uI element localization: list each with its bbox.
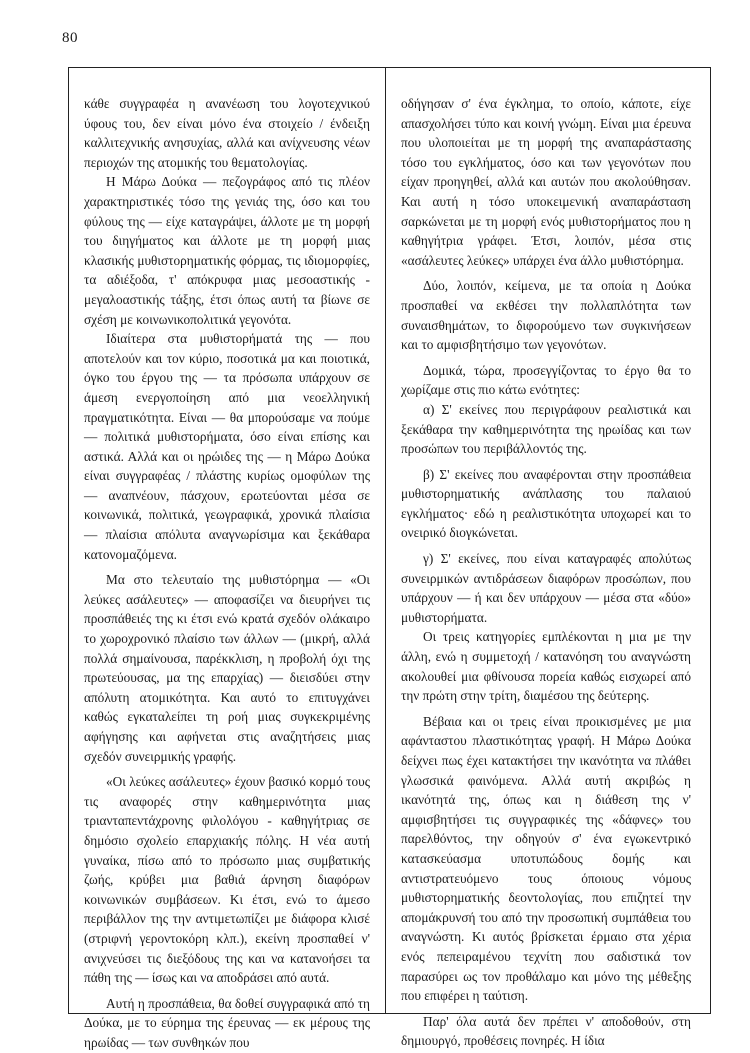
paragraph: οδήγησαν σ' ένα έγκλημα, το οποίο, κάποτε, είχε απασχολήσει τύπο και κοινή γνώμη. Είναι μια έρευνα που υλοποιείται με τη μορφή της αναπαράστασης τόσο του εγκλήματος, όσο και των γεγονότων που είχαν προηγηθεί, αλλά και αυτών που ακολούθησαν. Και αυτή η τόσο υποκειμενική αναπαράσταση σαρκώνεται με τη μορφή ενός μυθιστορήματος που η καθηγήτρια γράφει. Έτσι, λοιπόν, μέσα στις «ασάλευτες λεύκες» υπάρχει ένα άλλο μυθιστόρημα.: [401, 96, 691, 268]
paragraph: Η Μάρω Δούκα — πεζογράφος από τις πλέον χαρακτηριστικές τόσο της γενιάς της, όσο και του φύλους της — είχε καταγράψει, άλλοτε με τη μορφή του διηγήματος και άλλοτε με τη μορφή μιας κλασικής μυθιστορηματικής φόρμας, τις ιδιομορφίες, τα αδιέξοδα, τ' απόκρυφα μιας μεσοαστικής - μεγαλοαστικής τάξης, έτσι όπως αυτή τα βίωνε σε σχέση με κοινωνικοπολιτικά γεγονότα.: [84, 174, 370, 327]
paragraph: Αυτή η προσπάθεια, θα δοθεί συγγραφικά από τη Δούκα, με το εύρημα της έρευνας — εκ μέρους της ηρωίδας — των συνθηκών που: [84, 995, 370, 1050]
paragraph: Βέβαια και οι τρεις είναι προικισμένες με μια αφάνταστου πλαστικότητας γραφή. Η Μάρω Δούκα δείχνει πως έχει κατακτήσει την ικανότητα να πλάθει γλωσσικά φαινόμενα. Αλλά αυτή ακριβώς η ικανότητά της, όπως και η διάθεση της ν' αμφισβητήσει τις συγγραφικές της «δάφνες» του παρελθόντος, την οδηγούν σ' ένα εγωκεντρικό κατασκεύασμα υποτυπώδους δομής και αντιστρατευόμενο τους όποιους νόμους μυθιστορηματικής δεοντολογίας, που επιζητεί την απομάκρυνσή του από την προσωπική συμπάθεια του αναγνώστη. Κι αυτός βρίσκεται έρμαιο στα χέρια ενός πεπειραμένου τεχνίτη που σαδιστικά τον παρασύρει ως τον προθάλαμο και μόνο της μέθεξης που επιφέρει η ταύτιση.: [401, 713, 691, 1004]
paragraph: Μα στο τελευταίο της μυθιστόρημα — «Οι λεύκες ασάλευτες» — αποφασίζει να διευρήνει τις προσπάθειές της κι έτσι ενώ κρατά σχεδόν ολάκαιρο το χωροχρονικό πλαίσιο των άλλων — (μικρή, αλλά πολλά σημαίνουσα, παρέκκλιση, η προβολή όχι της πρωτεύουσας, μα της επαρχίας) — διεισδύει στην απόλυτη ατομικότητα. Και αυτό το επιτυγχάνει καθώς εγκαταλείπει τη ροή μιας συγκεκριμένης αφήγησης και αφήνεται στις αναζητήσεις μιας σχεδόν συνειρμικής γραφής.: [84, 572, 370, 764]
paragraph: γ) Σ' εκείνες, που είναι καταγραφές απολύτως συνειρμικών αντιδράσεων διαφόρων προσώπων, που υπάρχουν — ή και δεν υπάρχουν — μέσα στα «δύο» μυθιστορήματα.: [401, 551, 691, 625]
paragraph: κάθε συγγραφέα η ανανέωση του λογοτεχνικού ύφους του, δεν είναι μόνο ένα στοιχείο / ένδειξη καλλιτεχνικής ανησυχίας, αλλά και ανίχνευσης νέων περιοχών της ατομικής του θεματολογίας.: [84, 96, 370, 170]
paragraph: Οι τρεις κατηγορίες εμπλέκονται η μια με την άλλη, ενώ η συμμετοχή / κατανόηση του αναγνώστη ακολουθεί μια φθίνουσα πορεία καθώς εισχωρεί από την πρώτη στην τρίτη, διαμέσου της δεύτερης.: [401, 629, 691, 704]
paragraph: α) Σ' εκείνες που περιγράφουν ρεαλιστικά και ξεκάθαρα την καθημερινότητα της ηρωίδας και των προσώπων του περιβάλλοντός της.: [401, 401, 691, 457]
paragraph: Δομικά, τώρα, προσεγγίζοντας το έργο θα το χωρίζαμε στις πιο κάτω ενότητες:: [401, 362, 691, 398]
paragraph: «Οι λεύκες ασάλευτες» έχουν βασικό κορμό τους τις αναφορές στην καθημερινότητα μιας τριανταπεντάχρονης φιλολόγου - καθηγήτριας σε δημόσιο σχολείο επαρχιακής πόλης. Η νέα αυτή γυναίκα, πίσω από το πρόσωπο μιας συμβατικής ζωής, κρύβει μια βαθιά άρνηση διαφόρων κοινωνικών συμβάσεων. Κι έτσι, ενώ το άμεσο περιβάλλον της την αντιμετωπίζει με διάφορα κλισέ (στριφνή γεροντοκόρη κλπ.), εκείνη προσπαθεί ν' ανιχνεύσει τις διεξόδους της και να κατανοήσει τα πάθη της — ίσως και να αποδράσει από αυτά.: [84, 774, 370, 986]
paragraph: Δύο, λοιπόν, κείμενα, με τα οποία η Δούκα προσπαθεί να εκθέσει την πολλαπλότητα των συναισθημάτων, το διφορούμενο των συγκινήσεων και το αμφισβητήσιμο των γεγονότων.: [401, 278, 691, 353]
column-divider: [385, 67, 386, 1014]
paragraph: Ιδιαίτερα στα μυθιστορήματά της — που αποτελούν και τον κύριο, ποσοτικά μα και ποιοτικά, όγκο του έργου της — τα πρόσωπα υπάρχουν σε άμεση ενεργοποίηση από μια νεοελληνική πραγματικότητα. Είναι — θα μπορούσαμε να πούμε — πολιτικά μυθιστορήματα, όσο είναι επίσης και αστικά. Αλλά και οι ηρώιδες της — η Μάρω Δούκα είναι συγγραφέας / πλάστης κυρίως ομοφύλων της — αναπνέουν, πάσχουν, ερωτεύονται μέσα σε κοινωνικά, πολιτικά, γεωγραφικά, χρονικά πλαίσια — πλαίσια απόλυτα αναγνωρίσιμα και ξεκάθαρα κατονομαζόμενα.: [84, 331, 370, 562]
page-number: 80: [62, 30, 78, 46]
right-column: [401, 94, 691, 1051]
paragraph: Παρ' όλα αυτά δεν πρέπει ν' αποδοθούν, στη δημιουργό, προθέσεις πονηρές. Η ίδια: [401, 1013, 691, 1049]
paragraph: β) Σ' εκείνες που αναφέρονται στην προσπάθεια μυθιστορηματικής ανάπλασης του παλαιού εγκλήματος· εδώ η ρεαλιστικότητα υποχωρεί και το ονειρικό διογκώνεται.: [401, 466, 691, 541]
left-column: [84, 94, 370, 1053]
